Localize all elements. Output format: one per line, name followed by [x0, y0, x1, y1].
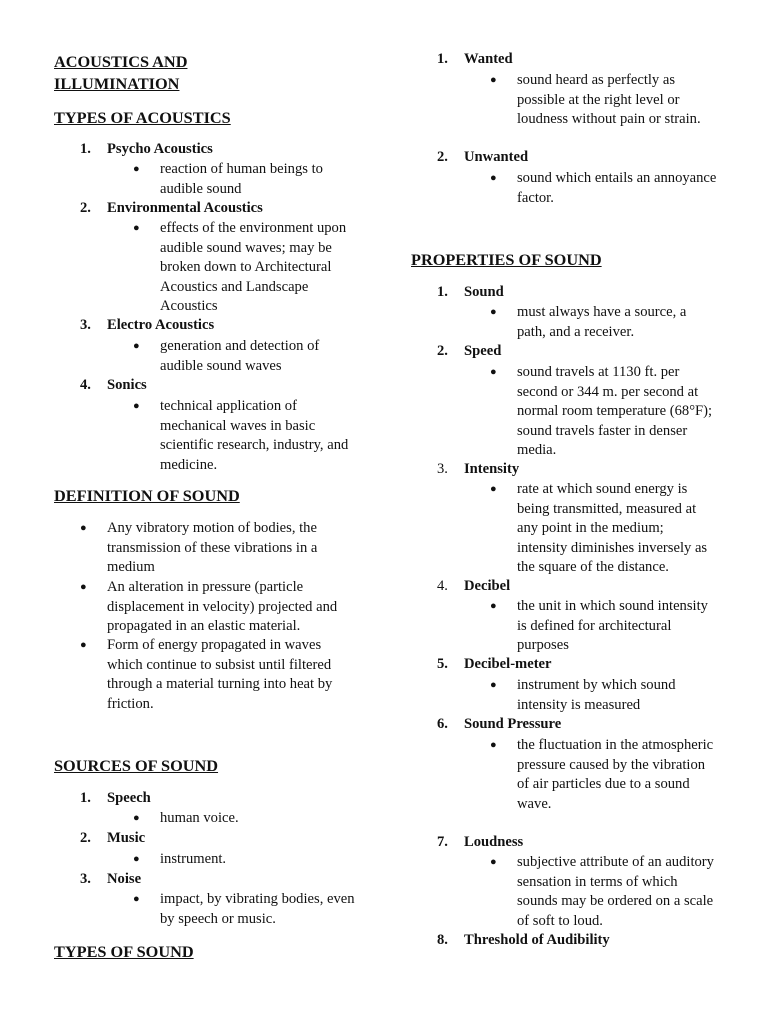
- main-title-line1: ACOUSTICS AND: [54, 52, 188, 71]
- item-number: 2.: [437, 343, 448, 359]
- item-number: 3.: [80, 871, 91, 887]
- item-number: 4.: [437, 578, 448, 594]
- bullet-icon: ●: [80, 581, 87, 593]
- item-title: Intensity: [464, 461, 520, 477]
- item-title: Noise: [107, 871, 142, 887]
- bullet-icon: ●: [490, 600, 497, 612]
- bullet-icon: ●: [133, 812, 140, 824]
- list-item-description: ● reaction of human beings to audible sound: [133, 161, 323, 197]
- item-number: 4.: [80, 377, 91, 393]
- list-item-description: ● instrument by which sound intensity is measured: [490, 677, 676, 713]
- item-title: Environmental Acoustics: [107, 200, 263, 216]
- bullet-icon: ●: [490, 306, 497, 318]
- bullet-icon: ●: [133, 893, 140, 905]
- item-title: Speed: [464, 343, 502, 359]
- definition-item: ● Any vibratory motion of bodies, the transmission of these vibrations in a medium: [80, 520, 318, 575]
- bullet-icon: ●: [490, 172, 497, 184]
- list-item-description: ● sound travels at 1130 ft. per second or 344 m. per second at normal room temperature (68°F); sound travels faster in denser media.: [490, 364, 713, 458]
- bullet-icon: ●: [133, 222, 140, 234]
- item-number: 1.: [80, 790, 91, 806]
- bullet-icon: ●: [490, 74, 497, 86]
- list-item-description: ● must always have a source, a path, and a receiver.: [490, 304, 687, 340]
- list-item-description: ● rate at which sound energy is being transmitted, measured at any point in the medium; intensity diminishes inversely as the square of the distance.: [490, 481, 708, 575]
- bullet-icon: ●: [490, 483, 497, 495]
- definition-item: ● An alteration in pressure (particle displacement in velocity) projected and propagated in an elastic material.: [80, 579, 338, 634]
- item-number: 2.: [80, 830, 91, 846]
- list-item-description: ● human voice.: [160, 809, 360, 829]
- bullet-icon: ●: [490, 856, 497, 868]
- item-title: Music: [107, 830, 146, 846]
- item-title: Decibel: [464, 578, 511, 594]
- sources-of-sound-heading: SOURCES OF SOUND: [54, 756, 219, 775]
- item-title: Electro Acoustics: [107, 317, 215, 333]
- list-item-description: ● sound which entails an annoyance factor.: [490, 170, 717, 206]
- item-number: 1.: [80, 141, 91, 157]
- item-title: Sonics: [107, 377, 147, 393]
- list-item-description: ● the unit in which sound intensity is defined for architectural purposes: [490, 598, 708, 653]
- item-title: Sound Pressure: [464, 716, 562, 732]
- list-item-description: ● subjective attribute of an auditory sensation in terms of which sounds may be ordered on a scale of soft to loud.: [490, 854, 714, 929]
- list-item-description: ● effects of the environment upon audible sound waves; may be broken down to Architectural Acoustics and Landscape Acoustics: [133, 220, 347, 314]
- bullet-icon: ●: [490, 739, 497, 751]
- list-item-description: ● technical application of mechanical waves in basic scientific research, industry, and medicine.: [133, 398, 349, 473]
- bullet-icon: ●: [133, 340, 140, 352]
- definition-item: ● Form of energy propagated in waves which continue to subsist until filtered through a material turning into heat by friction.: [80, 637, 333, 712]
- item-title: Wanted: [464, 51, 513, 67]
- main-title-line2: ILLUMINATION: [54, 74, 180, 93]
- bullet-icon: ●: [133, 853, 140, 865]
- item-number: 2.: [80, 200, 91, 216]
- list-item-description: ● the fluctuation in the atmospheric pressure caused by the vibration of air particles due to a sound wave.: [490, 737, 714, 812]
- item-number: 3.: [80, 317, 91, 333]
- item-number: 2.: [437, 149, 448, 165]
- definition-of-sound-heading: DEFINITION OF SOUND: [54, 486, 240, 505]
- item-number: 5.: [437, 656, 448, 672]
- bullet-icon: ●: [80, 639, 87, 651]
- item-number: 3.: [437, 461, 448, 477]
- item-number: 7.: [437, 834, 448, 850]
- item-number: 8.: [437, 932, 448, 948]
- bullet-icon: ●: [133, 400, 140, 412]
- bullet-icon: ●: [490, 679, 497, 691]
- list-item-description: ● instrument.: [160, 850, 360, 870]
- bullet-icon: ●: [80, 522, 87, 534]
- types-of-sound-heading: TYPES OF SOUND: [54, 942, 194, 961]
- item-number: 1.: [437, 51, 448, 67]
- list-item-description: ● generation and detection of audible sound waves: [133, 338, 320, 374]
- bullet-icon: ●: [490, 366, 497, 378]
- item-number: 6.: [437, 716, 448, 732]
- item-title: Sound: [464, 284, 504, 300]
- list-item-description: ● sound heard as perfectly as possible at the right level or loudness without pain or strain.: [490, 72, 701, 127]
- item-number: 1.: [437, 284, 448, 300]
- item-title: Threshold of Audibility: [464, 932, 610, 948]
- properties-of-sound-heading: PROPERTIES OF SOUND: [411, 250, 602, 269]
- item-title: Unwanted: [464, 149, 529, 165]
- list-item-description: ● impact, by vibrating bodies, even by speech or music.: [133, 891, 355, 927]
- item-title: Decibel-meter: [464, 656, 552, 672]
- types-of-acoustics-heading: TYPES OF ACOUSTICS: [54, 108, 231, 127]
- bullet-icon: ●: [133, 163, 140, 175]
- item-title: Speech: [107, 790, 151, 806]
- item-title: Psycho Acoustics: [107, 141, 213, 157]
- item-title: Loudness: [464, 834, 524, 850]
